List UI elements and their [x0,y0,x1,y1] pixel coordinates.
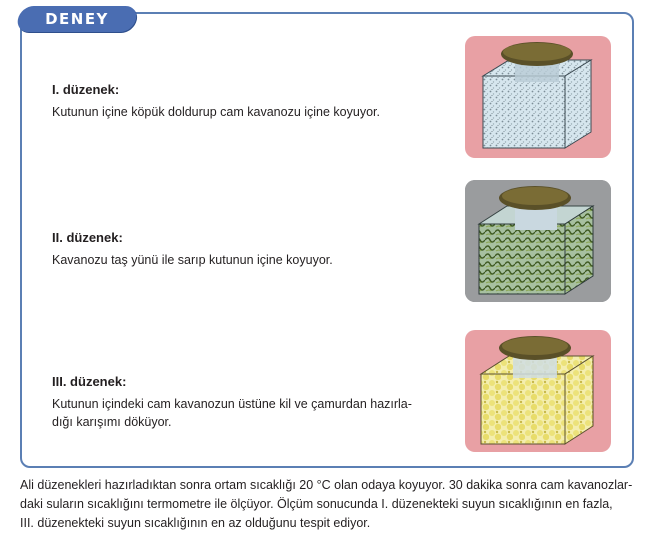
setup-3-title: III. düzenek: [52,374,127,389]
foam-box-icon [465,36,611,158]
setup-2-title: II. düzenek: [52,230,123,245]
conclusion-line-1: Ali düzenekleri hazırladıktan sonra ortam sıcaklığı 20 °C olan odaya koyuyor. 30 dakika sonra cam kavanozlar- [20,478,633,492]
setup-3 [52,374,412,431]
setup-3-text-line1: Kutunun içindeki cam kavanozun üstüne kil ve çamurdan hazırla- [52,397,412,411]
setup-2-text: Kavanozu taş yünü ile sarıp kutunun içine koyuyor. [52,253,333,267]
setup-2 [52,230,333,269]
clay-box-icon [465,330,611,452]
setup-1 [52,82,380,121]
setup-1-title: I. düzenek: [52,82,120,97]
setup-1-text: Kutunun içine köpük doldurup cam kavanozu içine koyuyor. [52,105,380,119]
rockwool-box-icon [465,180,611,302]
conclusion-paragraph [20,476,650,533]
setup-3-text-line2: dığı karışımı döküyor. [52,415,172,429]
setup-3-text [52,395,412,431]
conclusion-line-2: daki suların sıcaklığını termometre ile ölçüyor. Ölçüm sonucunda I. düzenekteki suyun sıcaklığının en fazla, [20,497,613,511]
badge-label: DENEY [45,10,109,28]
conclusion-line-3: III. düzenekteki suyun sıcaklığının en az olduğunu tespit ediyor. [20,516,371,530]
